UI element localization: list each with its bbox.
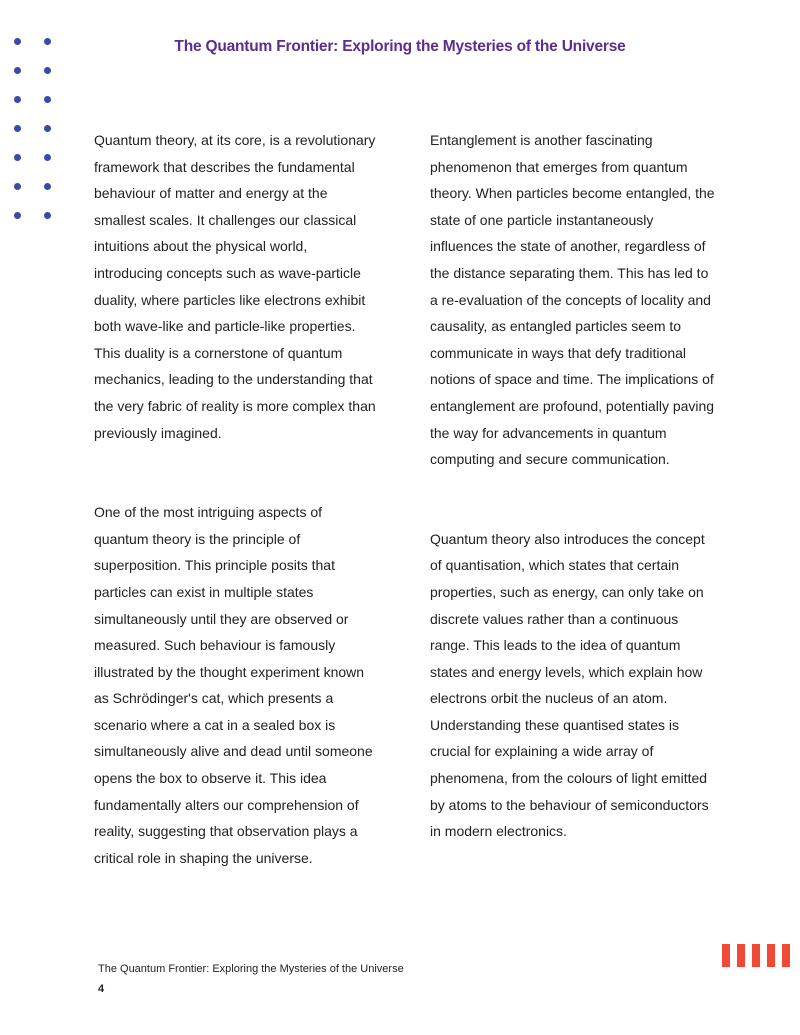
dot-icon xyxy=(44,212,51,219)
bar-icon xyxy=(722,944,730,967)
decorative-dot-grid xyxy=(14,38,74,241)
right-text-column xyxy=(430,127,715,898)
dot-icon xyxy=(14,67,21,74)
bar-icon xyxy=(737,944,745,967)
dot-icon xyxy=(44,183,51,190)
page-number: 4 xyxy=(98,983,105,995)
paragraph: Quantum theory, at its core, is a revolutionary framework that describes the fundamental behaviour of matter and energy at the smallest scales. It challenges our classical intuitions about the physical world, introducing concepts such as wave-particle duality, where particles like electrons exhibit both wave-like and particle-like properties. This duality is a cornerstone of quantum mechanics, leading to the understanding that the very fabric of reality is more complex than previously imagined. xyxy=(94,132,376,441)
decorative-bars xyxy=(722,944,790,967)
dot-icon xyxy=(14,183,21,190)
page-header-title: The Quantum Frontier: Exploring the Mysteries of the Universe xyxy=(174,38,626,55)
dot-icon xyxy=(14,154,21,161)
dot-icon xyxy=(44,67,51,74)
bar-icon xyxy=(767,944,775,967)
paragraph: Entanglement is another fascinating phenomenon that emerges from quantum theory. When particles become entangled, the state of one particle instantaneously influences the state of another, regardless of the distance separating them. This has led to a re-evaluation of the concepts of locality and causality, as entangled particles seem to communicate in ways that defy traditional notions of space and time. The implications of entanglement are profound, potentially paving the way for advancements in quantum computing and secure communication. xyxy=(430,132,715,468)
dot-icon xyxy=(44,96,51,103)
footer-title: The Quantum Frontier: Exploring the Mysteries of the Universe xyxy=(98,963,404,975)
paragraph: One of the most intriguing aspects of quantum theory is the principle of superposition. This principle posits that particles can exist in multiple states simultaneously until they are observed or measured. Such behaviour is famously illustrated by the thought experiment known as Schrödinger's cat, which presents a scenario where a cat in a sealed box is simultaneously alive and dead until someone opens the box to observe it. This idea fundamentally alters our comprehension of reality, suggesting that observation plays a critical role in shaping the universe. xyxy=(94,504,373,866)
dot-icon xyxy=(14,212,21,219)
paragraph: Quantum theory also introduces the concept of quantisation, which states that certain properties, such as energy, can only take on discrete values rather than a continuous range. This leads to the idea of quantum states and energy levels, which explain how electrons orbit the nucleus of an atom. Understanding these quantised states is crucial for explaining a wide array of phenomena, from the colours of light emitted by atoms to the behaviour of semiconductors in modern electronics. xyxy=(430,530,709,840)
dot-icon xyxy=(44,154,51,161)
bar-icon xyxy=(752,944,760,967)
bar-icon xyxy=(782,944,790,967)
dot-icon xyxy=(14,125,21,132)
dot-icon xyxy=(44,125,51,132)
dot-icon xyxy=(14,96,21,103)
left-text-column xyxy=(94,127,379,924)
